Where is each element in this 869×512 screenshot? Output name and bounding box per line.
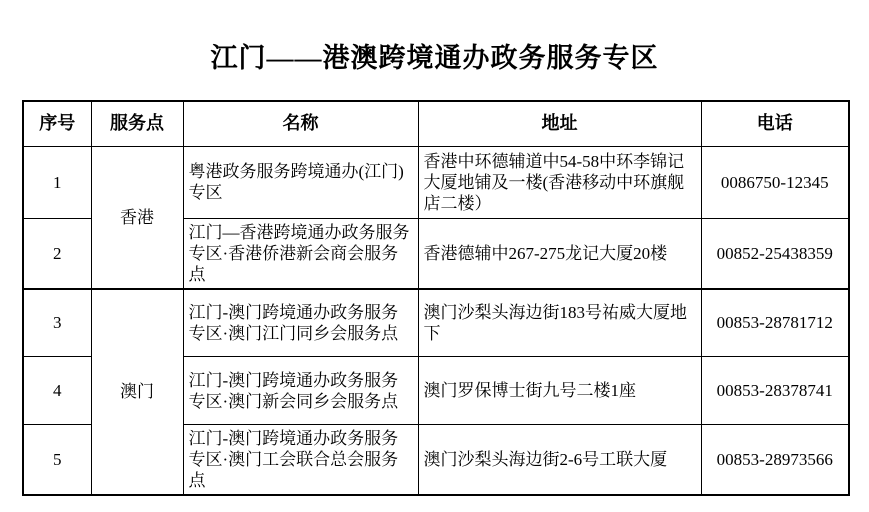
cell-phone: 00853-28378741 [701,357,849,425]
cell-region-macau: 澳门 [91,289,183,496]
cell-no: 1 [23,146,91,218]
page-title: 江门——港澳跨境通办政务服务专区 [210,43,659,73]
cell-name: 江门-澳门跨境通办政务服务专区·澳门江门同乡会服务点 [183,289,418,357]
header-service-point: 服务点 [91,101,183,146]
cell-phone: 00853-28781712 [701,289,849,357]
service-points-table [22,100,850,496]
cell-no: 4 [23,357,91,425]
cell-name: 粤港政务服务跨境通办(江门)专区 [183,146,418,218]
cell-no: 2 [23,218,91,289]
cell-name: 江门-澳门跨境通办政务服务专区·澳门工会联合总会服务点 [183,425,418,496]
cell-region-hongkong: 香港 [91,146,183,289]
cell-phone: 00853-28973566 [701,425,849,496]
cell-address: 澳门沙梨头海边街183号祐威大厦地下 [418,289,701,357]
cell-no: 5 [23,425,91,496]
cell-address: 澳门罗保博士街九号二楼1座 [418,357,701,425]
header-phone: 电话 [701,101,849,146]
cell-address: 香港德辅中267-275龙记大厦20楼 [418,218,701,289]
cell-address: 香港中环德辅道中54-58中环李锦记大厦地铺及一楼(香港移动中环旗舰店二楼） [418,146,701,218]
table-header-row [23,101,849,146]
table-row [23,289,849,357]
cell-address: 澳门沙梨头海边街2-6号工联大厦 [418,425,701,496]
cell-phone: 0086750-12345 [701,146,849,218]
table-row [23,146,849,218]
header-address: 地址 [418,101,701,146]
header-name: 名称 [183,101,418,146]
cell-phone: 00852-25438359 [701,218,849,289]
cell-name: 江门—香港跨境通办政务服务专区·香港侨港新会商会服务点 [183,218,418,289]
cell-no: 3 [23,289,91,357]
cell-name: 江门-澳门跨境通办政务服务专区·澳门新会同乡会服务点 [183,357,418,425]
header-no: 序号 [23,101,91,146]
